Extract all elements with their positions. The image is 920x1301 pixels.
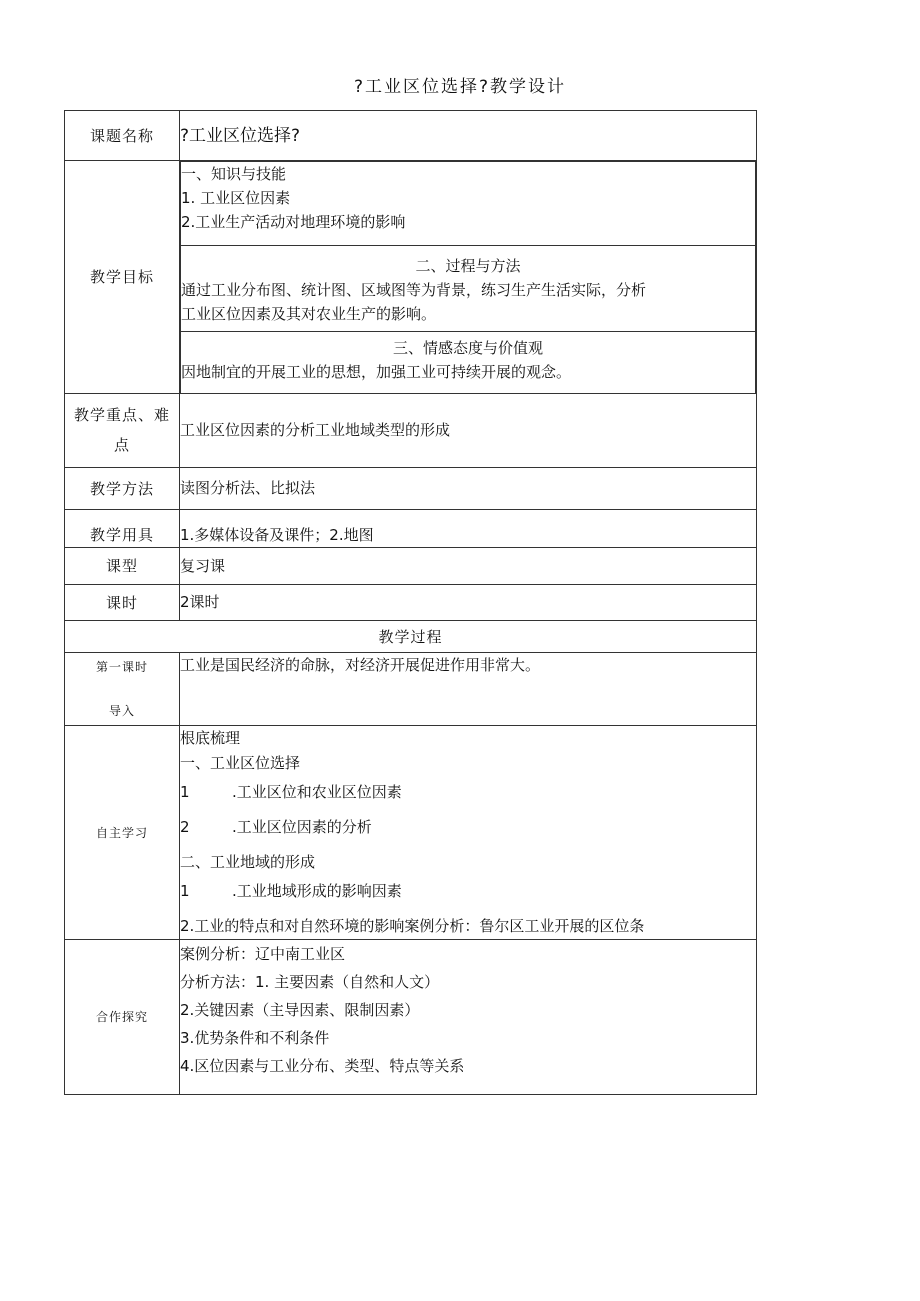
row-type xyxy=(65,547,757,584)
attitude-heading: 三、情感态度与价值观 xyxy=(392,339,543,357)
goals-section-knowledge xyxy=(181,162,756,246)
cooperative-line: 2.关键因素（主导因素、限制因素） xyxy=(180,1000,420,1019)
intro-label-line: 第一课时 xyxy=(95,659,148,674)
lesson-plan-table xyxy=(64,110,757,1095)
row-goals xyxy=(65,161,757,394)
row-focus xyxy=(65,393,757,467)
row-cooperative xyxy=(65,939,757,1094)
hours-value: 2课时 xyxy=(180,584,757,620)
goals-content xyxy=(180,161,757,394)
type-value: 复习课 xyxy=(180,547,757,584)
tools-value: 1.多媒体设备及课件；2.地图 xyxy=(180,509,757,547)
focus-label xyxy=(65,393,180,467)
self-study-line: 2 .工业区位因素的分析 xyxy=(180,817,372,836)
row-topic xyxy=(65,111,757,161)
row-intro xyxy=(65,652,757,725)
tools-label: 教学用具 xyxy=(65,509,180,547)
focus-value: 工业区位因素的分析工业地域类型的形成 xyxy=(180,393,757,467)
cooperative-line: 3.优势条件和不利条件 xyxy=(180,1028,330,1047)
process-line: 通过工业分布图、统计图、区域图等为背景，练习生产生活实际，分析 xyxy=(181,281,647,299)
goals-section-process xyxy=(181,246,756,332)
cooperative-content xyxy=(180,939,757,1094)
self-study-line: 1 .工业区位和农业区位因素 xyxy=(180,782,402,801)
cooperative-line: 分析方法：1. 主要因素（自然和人文） xyxy=(180,972,440,991)
knowledge-line: 2.工业生产活动对地理环境的影响 xyxy=(181,213,406,231)
cooperative-line: 4.区位因素与工业分布、类型、特点等关系 xyxy=(180,1056,465,1075)
self-study-line: 根底梳理 xyxy=(180,728,241,747)
cooperative-label: 合作探究 xyxy=(65,939,180,1094)
intro-label-line: 导入 xyxy=(108,703,135,718)
type-label: 课型 xyxy=(65,547,180,584)
self-study-line: 2.工业的特点和对自然环境的影响案例分析：鲁尔区工业开展的区位条 xyxy=(180,916,645,935)
row-hours xyxy=(65,584,757,620)
row-process-header xyxy=(65,620,757,652)
topic-value: ?工业区位选择? xyxy=(180,111,757,161)
self-study-label: 自主学习 xyxy=(65,725,180,939)
process-heading: 二、过程与方法 xyxy=(415,257,521,275)
goals-label: 教学目标 xyxy=(65,161,180,394)
intro-label xyxy=(65,652,180,725)
row-tools xyxy=(65,509,757,547)
attitude-line: 因地制宜的开展工业的思想，加强工业可持续开展的观念。 xyxy=(181,363,572,381)
self-study-content xyxy=(180,725,757,939)
row-method xyxy=(65,467,757,509)
hours-label: 课时 xyxy=(65,584,180,620)
method-label: 教学方法 xyxy=(65,467,180,509)
self-study-line: 一、工业区位选择 xyxy=(180,753,301,772)
self-study-line: 二、工业地域的形成 xyxy=(180,852,316,871)
topic-label: 课题名称 xyxy=(65,111,180,161)
process-header: 教学过程 xyxy=(65,620,757,652)
process-line: 工业区位因素及其对农业生产的影响。 xyxy=(181,305,437,323)
intro-value: 工业是国民经济的命脉，对经济开展促进作用非常大。 xyxy=(180,652,757,725)
row-self-study xyxy=(65,725,757,939)
goals-sections xyxy=(180,161,756,393)
knowledge-line: 1. 工业区位因素 xyxy=(181,189,291,207)
knowledge-heading: 一、知识与技能 xyxy=(181,165,287,183)
cooperative-line: 案例分析：辽中南工业区 xyxy=(180,944,346,963)
method-value: 读图分析法、比拟法 xyxy=(180,467,757,509)
document-title: ?工业区位选择?教学设计 xyxy=(353,77,567,97)
goals-section-attitude xyxy=(181,332,756,393)
focus-label-line: 点 xyxy=(113,436,130,454)
focus-label-line: 教学重点、难 xyxy=(73,406,170,424)
self-study-line: 1 .工业地域形成的影响因素 xyxy=(180,881,402,900)
